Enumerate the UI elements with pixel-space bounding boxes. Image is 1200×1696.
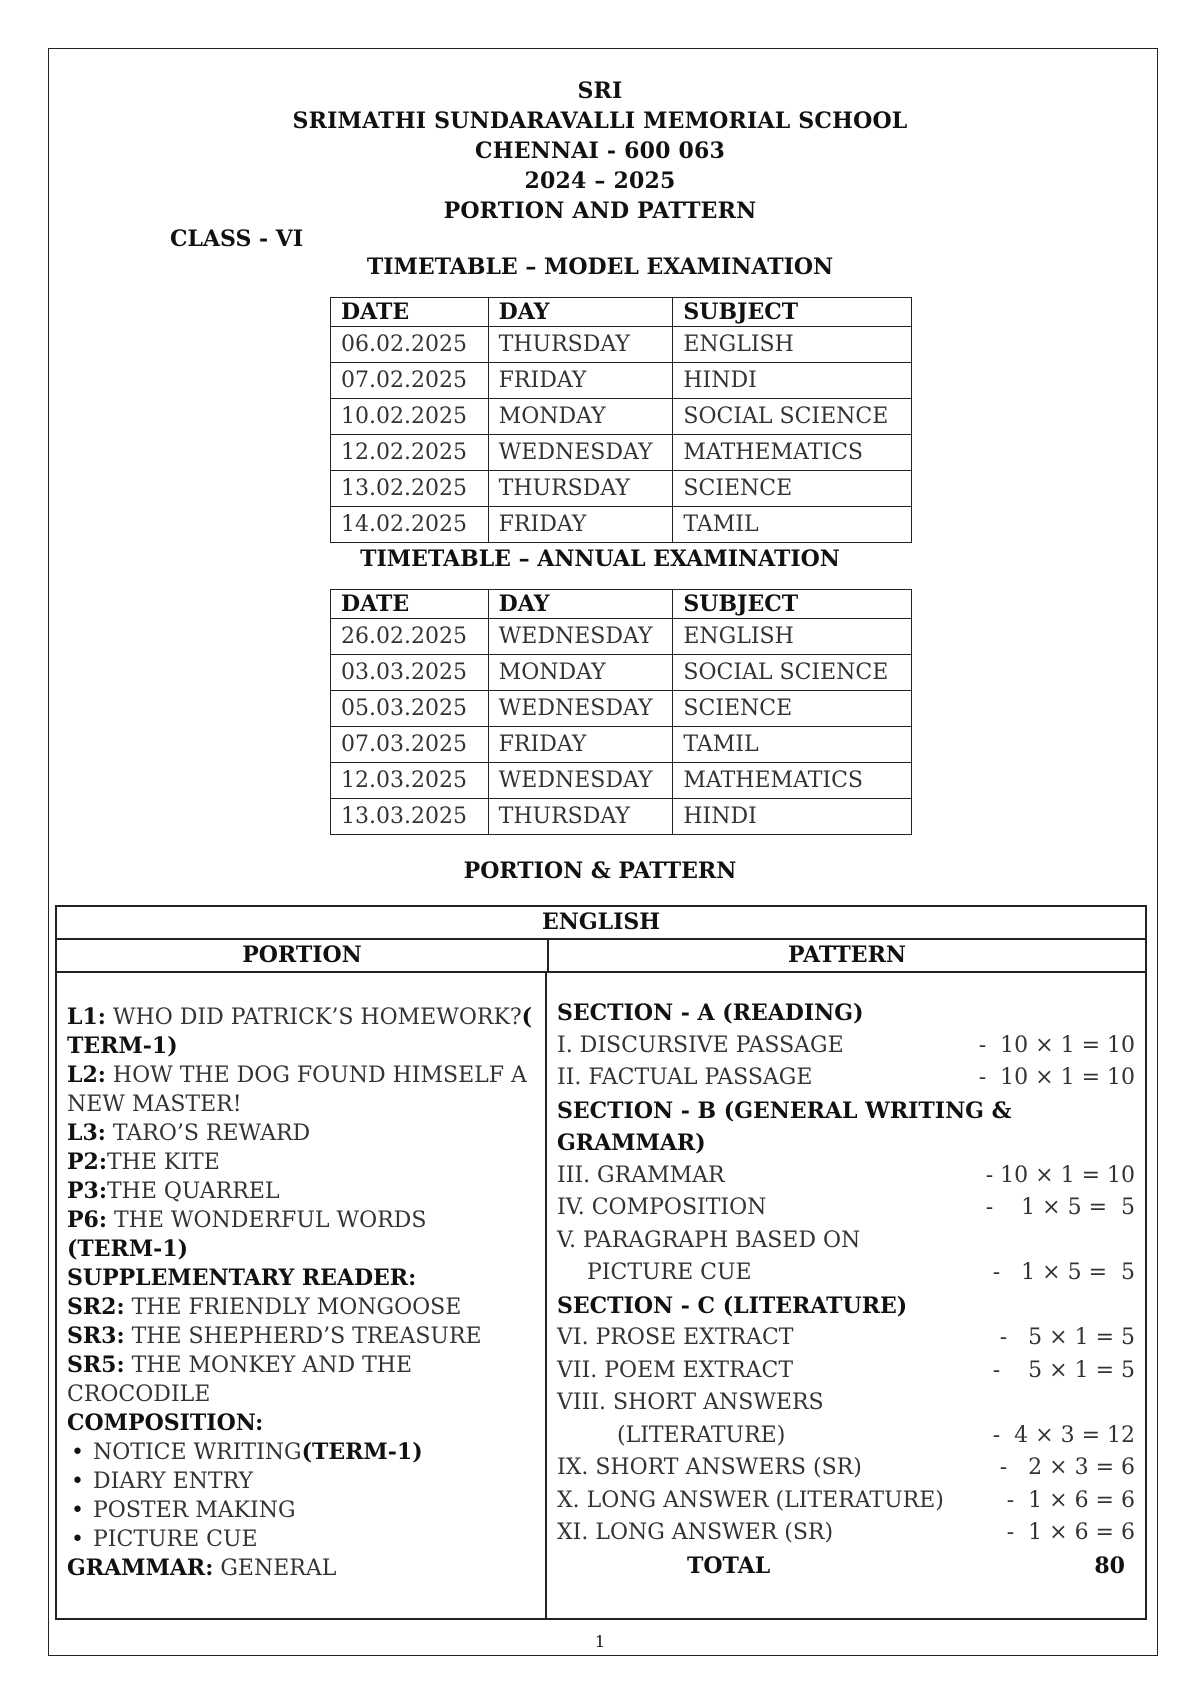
column-header: SUBJECT	[673, 590, 912, 619]
academic-year: 2024 – 2025	[524, 168, 676, 194]
table-row	[331, 471, 912, 507]
section-heading: SECTION - B (GENERAL WRITING & GRAMMAR)	[557, 1097, 1012, 1156]
grammar-item: GRAMMAR: GENERAL	[67, 1555, 337, 1581]
day-cell: MONDAY	[488, 399, 673, 435]
table-row	[331, 763, 912, 799]
subject-cell: ENGLISH	[673, 327, 912, 363]
table-header-row	[57, 940, 1145, 973]
pattern-row: I. DISCURSIVE PASSAGE - 10 × 1 = 10	[557, 1032, 1135, 1058]
day-cell: THURSDAY	[488, 327, 673, 363]
table-header-row	[331, 590, 912, 619]
composition-item: • DIARY ENTRY	[67, 1467, 535, 1496]
school-name: SRIMATHI SUNDARAVALLI MEMORIAL SCHOOL	[292, 108, 908, 134]
pattern-row-label: V. PARAGRAPH BASED ON	[557, 1227, 861, 1253]
day-cell: MONDAY	[488, 655, 673, 691]
table-row	[331, 799, 912, 835]
model-exam-table	[330, 297, 912, 543]
subject-cell: TAMIL	[673, 507, 912, 543]
annual-exam-table	[330, 589, 912, 835]
subject-cell: ENGLISH	[673, 619, 912, 655]
subject-cell: SOCIAL SCIENCE	[673, 655, 912, 691]
english-portion-pattern-table	[55, 905, 1147, 1620]
table-row	[331, 619, 912, 655]
date-cell: 13.03.2025	[331, 799, 489, 835]
table-row	[331, 655, 912, 691]
date-cell: 03.03.2025	[331, 655, 489, 691]
pattern-row: IV. COMPOSITION - 1 × 5 = 5	[557, 1195, 1135, 1220]
table-header-row	[331, 298, 912, 327]
lesson-item: L2: HOW THE DOG FOUND HIMSELF A NEW MASTER!	[67, 1062, 527, 1117]
page-number: 1	[594, 1632, 606, 1651]
date-cell: 13.02.2025	[331, 471, 489, 507]
school-city: CHENNAI - 600 063	[475, 138, 725, 164]
date-cell: 26.02.2025	[331, 619, 489, 655]
subject-cell: HINDI	[673, 799, 912, 835]
subject-cell: TAMIL	[673, 727, 912, 763]
subject-cell: SCIENCE	[673, 471, 912, 507]
supplementary-item: SR5: THE MONKEY AND THE CROCODILE	[67, 1352, 413, 1407]
date-cell: 12.03.2025	[331, 763, 489, 799]
lesson-item: L3: TARO’S REWARD	[67, 1120, 311, 1146]
table-row	[331, 435, 912, 471]
date-cell: 06.02.2025	[331, 327, 489, 363]
column-header: SUBJECT	[673, 298, 912, 327]
annual-exam-title: TIMETABLE – ANNUAL EXAMINATION	[360, 546, 840, 572]
subject-heading: ENGLISH	[57, 907, 1145, 940]
day-cell: WEDNESDAY	[488, 435, 673, 471]
composition-item: • NOTICE WRITING(TERM-1)	[67, 1438, 535, 1467]
day-cell: WEDNESDAY	[488, 619, 673, 655]
day-cell: THURSDAY	[488, 799, 673, 835]
poem-item: P2:THE KITE	[67, 1149, 220, 1175]
column-header: DAY	[488, 298, 673, 327]
column-header: DATE	[331, 590, 489, 619]
composition-item: • PICTURE CUE	[67, 1525, 535, 1554]
supplementary-item: SR3: THE SHEPHERD’S TREASURE	[67, 1323, 482, 1349]
day-cell: WEDNESDAY	[488, 691, 673, 727]
date-cell: 12.02.2025	[331, 435, 489, 471]
day-cell: THURSDAY	[488, 471, 673, 507]
portion-column	[57, 973, 547, 1618]
subject-cell: MATHEMATICS	[673, 763, 912, 799]
pattern-row: X. LONG ANSWER (LITERATURE) - 1 × 6 = 6	[557, 1487, 1135, 1513]
day-cell: FRIDAY	[488, 507, 673, 543]
pattern-row: (LITERATURE) - 4 × 3 = 12	[617, 1422, 1135, 1448]
table-row	[331, 327, 912, 363]
poem-item: P3:THE QUARREL	[67, 1178, 280, 1204]
poem-item: P6: THE WONDERFUL WORDS (TERM-1)	[67, 1207, 427, 1262]
pattern-column	[547, 973, 1145, 1618]
date-cell: 10.02.2025	[331, 399, 489, 435]
pattern-row: II. FACTUAL PASSAGE - 10 × 1 = 10	[557, 1065, 1135, 1090]
date-cell: 07.02.2025	[331, 363, 489, 399]
day-cell: FRIDAY	[488, 363, 673, 399]
subject-cell: SOCIAL SCIENCE	[673, 399, 912, 435]
pattern-row: XI. LONG ANSWER (SR) - 1 × 6 = 6	[557, 1520, 1135, 1545]
lesson-item: L1: WHO DID PATRICK’S HOMEWORK?( TERM-1)	[67, 1004, 533, 1059]
supplementary-heading: SUPPLEMENTARY READER:	[67, 1265, 417, 1291]
date-cell: 05.03.2025	[331, 691, 489, 727]
pattern-row: III. GRAMMAR - 10 × 1 = 10	[557, 1162, 1135, 1188]
composition-item: • POSTER MAKING	[67, 1496, 535, 1525]
column-header: DAY	[488, 590, 673, 619]
table-row	[331, 399, 912, 435]
supplementary-item: SR2: THE FRIENDLY MONGOOSE	[67, 1294, 462, 1320]
pattern-row: PICTURE CUE - 1 × 5 = 5	[587, 1260, 1135, 1285]
table-row	[331, 363, 912, 399]
date-cell: 07.03.2025	[331, 727, 489, 763]
subject-cell: MATHEMATICS	[673, 435, 912, 471]
section-heading: SECTION - A (READING)	[557, 1000, 864, 1026]
date-cell: 14.02.2025	[331, 507, 489, 543]
pattern-header: PATTERN	[788, 942, 906, 968]
day-cell: WEDNESDAY	[488, 763, 673, 799]
total-row: TOTAL 80	[687, 1552, 1125, 1579]
portion-header: PORTION	[57, 940, 549, 971]
document-title: PORTION AND PATTERN	[443, 198, 757, 224]
pattern-row: VI. PROSE EXTRACT - 5 × 1 = 5	[557, 1325, 1135, 1350]
pattern-row: VII. POEM EXTRACT - 5 × 1 = 5	[557, 1357, 1135, 1383]
pattern-row-label: VIII. SHORT ANSWERS	[557, 1390, 824, 1415]
portion-pattern-title: PORTION & PATTERN	[463, 858, 737, 884]
class-label: CLASS - VI	[170, 226, 304, 252]
section-heading: SECTION - C (LITERATURE)	[557, 1292, 908, 1319]
day-cell: FRIDAY	[488, 727, 673, 763]
subject-cell: HINDI	[673, 363, 912, 399]
model-exam-title: TIMETABLE – MODEL EXAMINATION	[366, 254, 834, 280]
composition-heading: COMPOSITION:	[67, 1410, 264, 1436]
table-row	[331, 507, 912, 543]
school-prefix: SRI	[577, 78, 623, 104]
table-row	[331, 691, 912, 727]
pattern-row: IX. SHORT ANSWERS (SR) - 2 × 3 = 6	[557, 1455, 1135, 1480]
column-header: DATE	[331, 298, 489, 327]
table-row	[331, 727, 912, 763]
subject-cell: SCIENCE	[673, 691, 912, 727]
